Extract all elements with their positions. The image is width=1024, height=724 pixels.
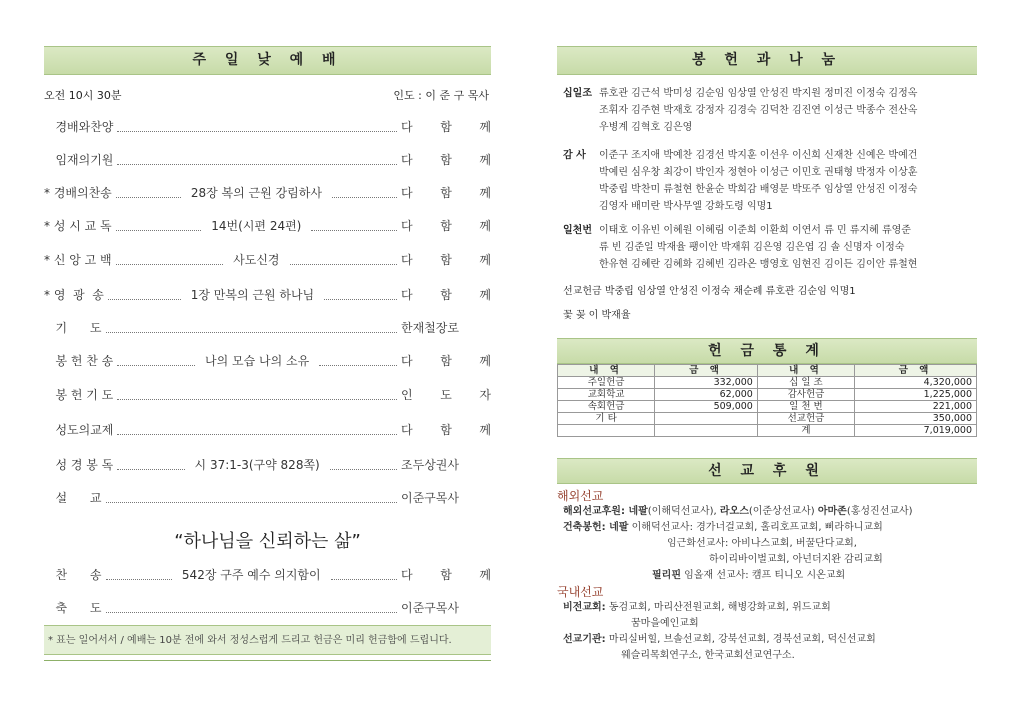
stats-cell: 주일헌금 [558, 377, 655, 389]
order-person: 이준구목사 [401, 491, 459, 505]
order-detail: 28장 복의 근원 강림하사 [190, 186, 322, 200]
order-label: * 영 광 송 [44, 288, 104, 302]
leader-dots [116, 255, 224, 265]
stats-cell: 기 타 [558, 413, 655, 425]
order-item [44, 117, 491, 137]
mission-text: 임올재 선교사: 캠프 티니오 시온교회 [680, 570, 846, 581]
mission-line [557, 552, 977, 568]
leader-dots [108, 290, 181, 300]
stats-header: 금 액 [655, 365, 758, 377]
stats-cell [655, 425, 758, 437]
mission-line [557, 568, 977, 584]
stats-cell: 7,019,000 [855, 425, 977, 437]
leader-dots [330, 460, 397, 470]
mission-text: 동검교회, 마리산전원교회, 해병강화교회, 위드교회 [605, 602, 831, 613]
leader-dots [106, 493, 397, 503]
offering-title: 봉 헌 과 나 눔 [557, 46, 977, 75]
giving-line: 류호관 김근석 박미성 김순임 임상열 안성진 박지원 정미진 이정숙 김정옥 [599, 88, 918, 99]
leader-dots [117, 460, 184, 470]
stats-cell: 1,225,000 [855, 389, 977, 401]
order-item [44, 565, 491, 585]
giving-names [599, 147, 977, 215]
stats-title: 헌 금 통 계 [557, 338, 977, 364]
order-item [44, 488, 491, 508]
order-label: 기 도 [44, 321, 102, 335]
giving-group [563, 222, 977, 270]
stats-table [557, 364, 977, 437]
stats-cell: 350,000 [855, 413, 977, 425]
order-label: 봉 헌 기 도 [44, 388, 114, 402]
leader-dots [106, 603, 397, 613]
mission-line [557, 616, 977, 632]
service-leader: 인도 : 이 준 구 목사 [393, 89, 489, 102]
mission-line [557, 504, 977, 520]
order-item [44, 285, 491, 305]
domestic-heading: 국내선교 [557, 585, 604, 599]
mission-text: 해외선교후원: 네팔 [563, 506, 648, 517]
stats-cell: 교회학교 [558, 389, 655, 401]
stats-header-row [558, 365, 977, 377]
order-person: 다 함 께 [401, 219, 492, 233]
leader-dots [116, 221, 202, 231]
order-person: 다 함 께 [401, 120, 491, 134]
giving-line: 박예린 심우창 최강이 박인자 정현아 이성근 이민호 권태형 박정자 이상훈 [599, 167, 918, 178]
order-person: 다 함 께 [401, 186, 492, 200]
mission-title: 선 교 후 원 [557, 458, 977, 484]
giving-line: 김영자 배미란 박사무엘 강화도령 익명1 [599, 201, 773, 212]
overseas-heading: 해외선교 [557, 489, 604, 503]
order-person: 다 함 께 [401, 153, 491, 167]
mission-text: (이준상선교사) [748, 506, 818, 517]
stats-cell: 62,000 [655, 389, 758, 401]
mission-text: 마리실버힐, 브솔선교회, 강북선교회, 경북선교회, 덕신선교회 [605, 634, 876, 645]
order-person: 인 도 자 [401, 388, 491, 402]
mission-text: 비전교회: [563, 602, 606, 613]
order-person: 다 함 께 [401, 568, 492, 582]
divider [44, 660, 491, 661]
giving-group [563, 85, 977, 133]
leader-dots [117, 356, 195, 366]
leader-dots [332, 188, 397, 198]
order-label: 성 경 봉 독 [44, 458, 114, 472]
order-label: 축 도 [44, 601, 102, 615]
mission-text: 선교기관: [563, 634, 606, 645]
mission-offering: 선교헌금 박중립 임상열 안성진 이정숙 채순례 류호관 김순임 익명1 [563, 286, 856, 297]
order-item [44, 216, 491, 236]
order-detail: 14번(시편 24편) [211, 219, 302, 233]
footnote: * 표는 일어서서 / 예배는 10분 전에 와서 정성스럽게 드리고 헌금은 미리 헌금함에 드립니다. [44, 625, 491, 655]
mission-text: 라오스 [719, 506, 749, 517]
order-detail: 1장 만복의 근원 하나님 [190, 288, 315, 302]
mission-text: 하이리바이벌교회, 아넌더지완 감리교회 [709, 554, 883, 565]
stats-row [558, 401, 977, 413]
order-person: 다 함 께 [401, 423, 491, 437]
order-item [44, 351, 491, 371]
stats-header: 내 역 [757, 365, 854, 377]
order-person: 이준구목사 [401, 601, 459, 615]
leader-dots [116, 188, 181, 198]
order-label: * 경배의찬송 [44, 186, 112, 200]
sermon-title: “하나님을 신뢰하는 삶” [174, 531, 361, 552]
mission-text: (이해덕선교사), [647, 506, 720, 517]
stats-header: 내 역 [558, 365, 655, 377]
leader-dots [117, 155, 397, 165]
giving-names [599, 222, 977, 273]
leader-dots [324, 290, 397, 300]
order-label: * 신 앙 고 백 [44, 253, 112, 267]
order-person: 한재철장로 [401, 321, 459, 335]
giving-line: 우병계 김혁호 김은영 [599, 122, 693, 133]
order-person: 조두상권사 [401, 458, 459, 472]
stats-cell: 일 천 번 [757, 401, 854, 413]
stats-cell: 선교헌금 [757, 413, 854, 425]
order-item [44, 420, 491, 440]
order-label: 성도의교제 [44, 423, 114, 437]
mission-text: (홍성진선교사) [846, 506, 913, 517]
stats-cell: 계 [757, 425, 854, 437]
order-person: 다 함 께 [401, 354, 492, 368]
giving-line: 이태호 이유빈 이혜원 이혜림 이준희 이환희 이연서 류 민 류지혜 류영준 [599, 225, 911, 236]
worship-title: 주 일 낮 예 배 [44, 46, 491, 75]
order-item [44, 598, 491, 618]
mission-line [557, 648, 977, 664]
mission-line [557, 520, 977, 536]
stats-row [558, 389, 977, 401]
leader-dots [311, 221, 397, 231]
mission-text: 임근화선교사: 아비나스교회, 버꿀단다교회, [667, 538, 857, 549]
order-label: * 성 시 교 독 [44, 219, 112, 233]
stats-row [558, 413, 977, 425]
leader-dots [331, 570, 397, 580]
giving-line: 한유현 김혜란 김혜화 김혜빈 김라온 맹영호 임현진 김이든 김이안 류철현 [599, 259, 918, 270]
giving-line: 조휘자 김주현 박재호 강정자 김경숙 김덕찬 김진연 이성근 박종수 전산옥 [599, 105, 918, 116]
order-label: 설 교 [44, 491, 102, 505]
order-detail: 542장 구주 예수 의지함이 [181, 568, 321, 582]
leader-dots [106, 570, 172, 580]
stats-cell: 감사헌금 [757, 389, 854, 401]
order-person: 다 함 께 [401, 288, 491, 302]
order-label: 경배와찬양 [44, 120, 114, 134]
mission-text: 아마존 [817, 506, 847, 517]
stats-row [558, 425, 977, 437]
giving-tag: 감 사 [563, 150, 586, 161]
giving-line: 박중립 박찬미 류철현 한윤순 박희감 배영문 박또주 임상열 안성진 이정숙 [599, 184, 918, 195]
leader-dots [290, 255, 398, 265]
order-item [44, 183, 491, 203]
mission-line [557, 536, 977, 552]
order-label: 봉 헌 찬 송 [44, 354, 114, 368]
order-label: 찬 송 [44, 568, 102, 582]
giving-tag: 일천번 [563, 225, 592, 236]
stats-cell: 십 일 조 [757, 377, 854, 389]
giving-names [599, 85, 977, 136]
mission-line [557, 632, 977, 648]
order-detail: 사도신경 [233, 253, 280, 267]
order-person: 다 함 께 [401, 253, 492, 267]
giving-line: 류 빈 김준일 박재율 팽이안 박재휘 김은영 김은엽 김 솔 신명자 이정숙 [599, 242, 905, 253]
stats-row [558, 377, 977, 389]
giving-line: 이준구 조지애 박예찬 김경선 박지훈 이선우 이신희 신재찬 신예은 박예건 [599, 150, 918, 161]
leader-dots [319, 356, 397, 366]
stats-cell: 4,320,000 [855, 377, 977, 389]
order-label: 임재의기원 [44, 153, 114, 167]
order-item [44, 318, 491, 338]
order-detail: 나의 모습 나의 소유 [205, 354, 310, 368]
giving-group [563, 147, 977, 212]
mission-text: 웨슬리목회연구소, 한국교회선교연구소. [621, 650, 795, 661]
stats-cell [655, 413, 758, 425]
stats-cell [558, 425, 655, 437]
service-time: 오전 10시 30분 [44, 89, 122, 102]
mission-text: 필리핀 [652, 570, 681, 581]
order-item [44, 250, 491, 270]
stats-cell: 속회헌금 [558, 401, 655, 413]
order-detail: 시 37:1-3(구약 828쪽) [194, 458, 320, 472]
flowers: 꽃 꽂 이 박재율 [563, 310, 631, 321]
leader-dots [117, 122, 397, 132]
mission-text: 건축봉헌: 네팔 [563, 522, 629, 533]
stats-cell: 332,000 [655, 377, 758, 389]
order-item [44, 150, 491, 170]
stats-header: 금 액 [855, 365, 977, 377]
mission-support [557, 488, 977, 664]
stats-cell: 221,000 [855, 401, 977, 413]
giving-tag: 십일조 [563, 88, 592, 99]
order-item [44, 385, 491, 405]
leader-dots [117, 390, 397, 400]
mission-line [557, 600, 977, 616]
order-item [44, 455, 491, 475]
mission-text: 이해덕선교사: 경가너걸교회, 홀리호프교회, 삐라하니교회 [628, 522, 883, 533]
mission-text: 꿈마을예인교회 [631, 618, 699, 629]
leader-dots [106, 323, 397, 333]
stats-cell: 509,000 [655, 401, 758, 413]
leader-dots [117, 425, 397, 435]
